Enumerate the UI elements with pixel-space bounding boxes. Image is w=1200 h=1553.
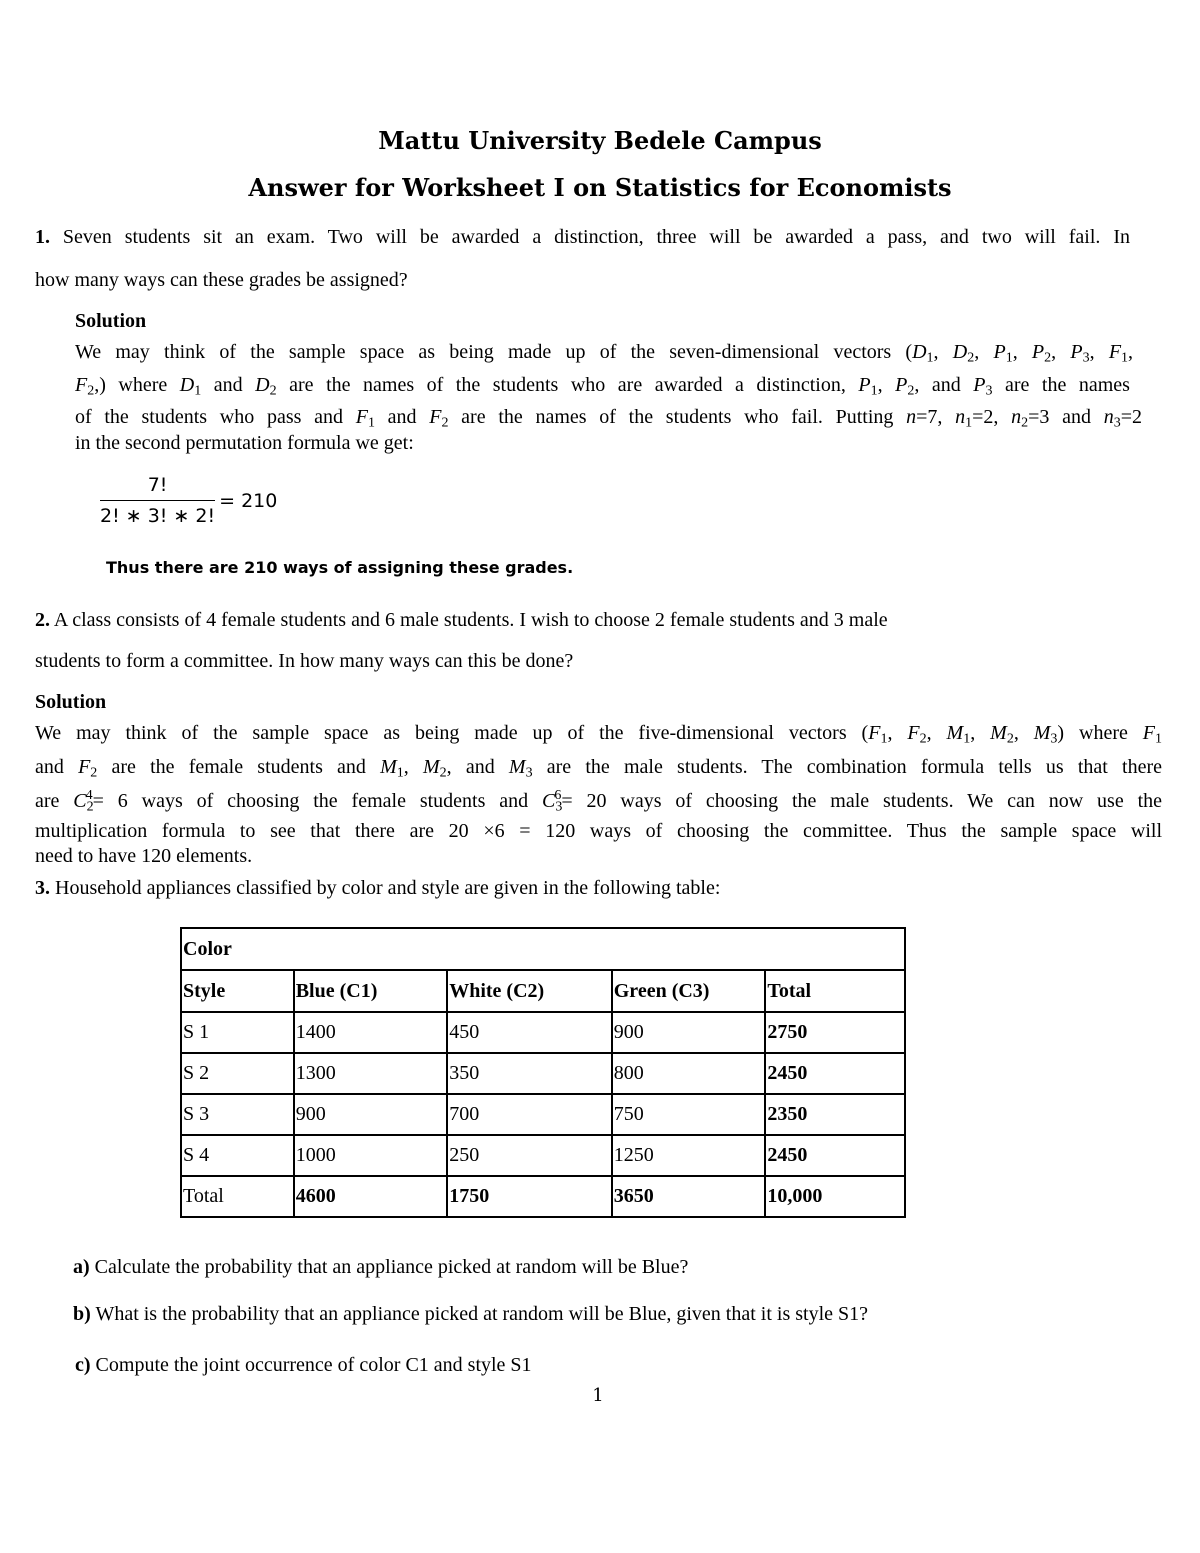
- q1-solution-line4: in the second permutation formula we get:: [75, 432, 414, 454]
- table-cell: 800: [612, 1053, 766, 1094]
- q3b-text: What is the probability that an appliance picked at random will be Blue, given that it is style S1?: [95, 1303, 869, 1325]
- q2-solution-line4: multiplication formula to see that there are 20 ×6 = 120 ways of choosing the committee. Thus the sample space will: [35, 820, 1162, 842]
- q1-solution-line1: We may think of the sample space as being made up of the seven-dimensional vectors ($D_1$, $D_2$, $P_1$, $P_2$, $P_3$, $F_1$,: [75, 341, 1134, 366]
- header-blue: Blue (C1): [294, 970, 448, 1012]
- formula-numerator: 7!: [100, 474, 215, 501]
- table-cell: Total: [181, 1176, 294, 1217]
- color-header: Color: [181, 928, 905, 970]
- q3c-text: Compute the joint occurrence of color C1 and style S1: [95, 1354, 532, 1376]
- table-cell: 2750: [765, 1012, 905, 1053]
- q2-text-line2: students to form a committee. In how many ways can this be done?: [35, 650, 574, 672]
- q2-line1: [35, 609, 888, 631]
- q3a-label: a): [73, 1256, 90, 1278]
- table-row: [181, 1094, 905, 1135]
- q1-number: 1.: [35, 226, 50, 248]
- table-cell: S 4: [181, 1135, 294, 1176]
- table-cell: 250: [447, 1135, 612, 1176]
- q2-solution-label: Solution: [35, 691, 107, 713]
- q3c: [75, 1354, 532, 1376]
- q2-number: 2.: [35, 609, 50, 631]
- q3-text: Household appliances classified by color and style are given in the following table:: [55, 877, 721, 899]
- appliances-table: [180, 927, 906, 1218]
- header-green: Green (C3): [612, 970, 766, 1012]
- permutation-formula: [100, 474, 277, 527]
- q2-solution-line5: need to have 120 elements.: [35, 845, 253, 867]
- formula-denominator: 2! ∗ 3! ∗ 2!: [100, 505, 216, 527]
- table-cell: S 1: [181, 1012, 294, 1053]
- table-row: [181, 1135, 905, 1176]
- table-header-row: [181, 970, 905, 1012]
- q1-solution-label: Solution: [75, 310, 147, 332]
- formula-result: = 210: [219, 489, 278, 512]
- worksheet-title: Answer for Worksheet I on Statistics for Economists: [248, 173, 952, 202]
- table-cell: 900: [612, 1012, 766, 1053]
- institution-title: Mattu University Bedele Campus: [378, 126, 822, 155]
- table-cell: 1750: [447, 1176, 612, 1217]
- q3a: [73, 1256, 688, 1278]
- q1-solution-line3: of the students who pass and $F_1$ and $F_2$ are the names of the students who fail. Putting n=7, $n_1=2$, $n_2=3$ and $n_3=2$: [75, 406, 1142, 431]
- page-number: 1: [592, 1385, 604, 1406]
- table-cell: 1250: [612, 1135, 766, 1176]
- q3c-label: c): [75, 1354, 91, 1376]
- table-row: [181, 1012, 905, 1053]
- table-cell: 3650: [612, 1176, 766, 1217]
- table-row: [181, 928, 905, 970]
- table-cell: 350: [447, 1053, 612, 1094]
- q1-text-line2: how many ways can these grades be assigned?: [35, 269, 408, 291]
- table-total-row: [181, 1176, 905, 1217]
- header-white: White (C2): [447, 970, 612, 1012]
- q2-solution-line1: We may think of the sample space as being made up of the five-dimensional vectors ($F_1$, $F_2$, $M_1$, $M_2$, $M_3$) where $F_1$: [35, 722, 1163, 747]
- q3a-text: Calculate the probability that an appliance picked at random will be Blue?: [94, 1256, 689, 1278]
- table-cell: 1400: [294, 1012, 448, 1053]
- header-style: Style: [181, 970, 294, 1012]
- table-cell: S 2: [181, 1053, 294, 1094]
- table-row: [181, 1053, 905, 1094]
- header-total: Total: [765, 970, 905, 1012]
- table-cell: 2350: [765, 1094, 905, 1135]
- table-cell: 700: [447, 1094, 612, 1135]
- table-cell: 2450: [765, 1053, 905, 1094]
- q3b-label: b): [73, 1303, 91, 1325]
- q2-solution-line3: are $C_2^4= 6$ ways of choosing the female students and $C_3^6= 20$ ways of choosing the male students. We can now use the: [35, 787, 1163, 815]
- q1-conclusion: Thus there are 210 ways of assigning these grades.: [106, 558, 574, 577]
- q3b: [73, 1303, 868, 1325]
- q1-solution-line2: $F_2$,) where $D_1$ and $D_2$ are the names of the students who are awarded a distinction, $P_1$, $P_2$, and $P_3$ are the names: [75, 374, 1130, 399]
- q2-text-line1: A class consists of 4 female students and 6 male students. I wish to choose 2 female students and 3 male: [53, 609, 888, 631]
- table-cell: 4600: [294, 1176, 448, 1217]
- table-cell: S 3: [181, 1094, 294, 1135]
- q2-solution-line2: and $F_2$ are the female students and $M_1$, $M_2$, and $M_3$ are the male students. The combination formula tells us that there: [35, 756, 1163, 781]
- q1-text-line1: Seven students sit an exam. Two will be awarded a distinction, three will be awarded a pass, and two will fail. In: [62, 226, 1131, 248]
- table-cell: 1000: [294, 1135, 448, 1176]
- q1-line1: [35, 226, 1130, 248]
- table-cell: 2450: [765, 1135, 905, 1176]
- table-cell: 10,000: [765, 1176, 905, 1217]
- table-cell: 1300: [294, 1053, 448, 1094]
- table-cell: 750: [612, 1094, 766, 1135]
- q3-number: 3.: [35, 877, 50, 899]
- table-cell: 900: [294, 1094, 448, 1135]
- q3-line: [35, 877, 720, 899]
- table-cell: 450: [447, 1012, 612, 1053]
